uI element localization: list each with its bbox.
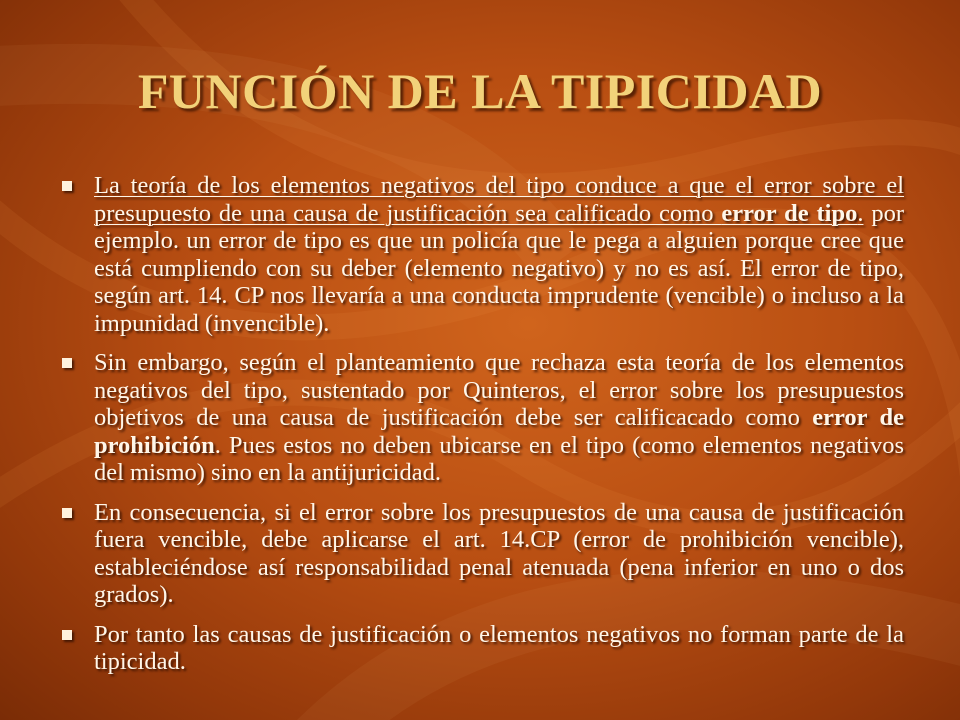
square-bullet-icon <box>62 181 72 191</box>
body-text: En consecuencia, si el error sobre los presupuestos de una causa de justificación fuera vencible, debe aplicarse el art. 14.CP (error de prohibición vencible), estableciéndose así responsabilidad penal atenuada (pena inferior en uno o dos grados). <box>94 498 904 608</box>
square-bullet-icon <box>62 358 72 368</box>
slide-title: FUNCIÓN DE LA TIPICIDAD <box>137 63 823 119</box>
body-text: por ejemplo. un error de tipo es que un policía que le pega a alguien porque cree que está cumpliendo con su deber (elemento negativo) y no es así. El error de tipo, según art. 14. CP nos llevaría a una conducta imprudente (vencible) o incluso a la impunidad (invencible). <box>94 199 904 337</box>
square-bullet-icon <box>62 508 72 518</box>
underlined-text: La teoría de los elementos negativos del tipo conduce a que el error sobre el presupuesto de una causa de justificación sea calificado como <box>94 172 904 227</box>
bullet-item <box>58 499 904 609</box>
bullet-list <box>58 172 904 688</box>
bullet-item <box>58 349 904 487</box>
body-text: Sin embargo, según el planteamiento que rechaza esta teoría de los elementos negativos del tipo, sustentado por Quinteros, el error sobre los presupuestos objetivos de una causa de justificación debe ser calificacado como <box>94 349 904 431</box>
body-text: . Pues estos no deben ubicarse en el tipo (como elementos negativos del mismo) sino en la antijuricidad. <box>94 431 904 486</box>
emphasis-text: error de prohibición <box>94 404 904 459</box>
emphasis-text: error de tipo <box>721 199 858 227</box>
bullet-item <box>58 621 904 676</box>
underlined-text: . <box>857 199 864 227</box>
bullet-item <box>58 172 904 337</box>
square-bullet-icon <box>62 630 72 640</box>
body-text: Por tanto las causas de justificación o elementos negativos no forman parte de la tipicidad. <box>94 620 904 675</box>
